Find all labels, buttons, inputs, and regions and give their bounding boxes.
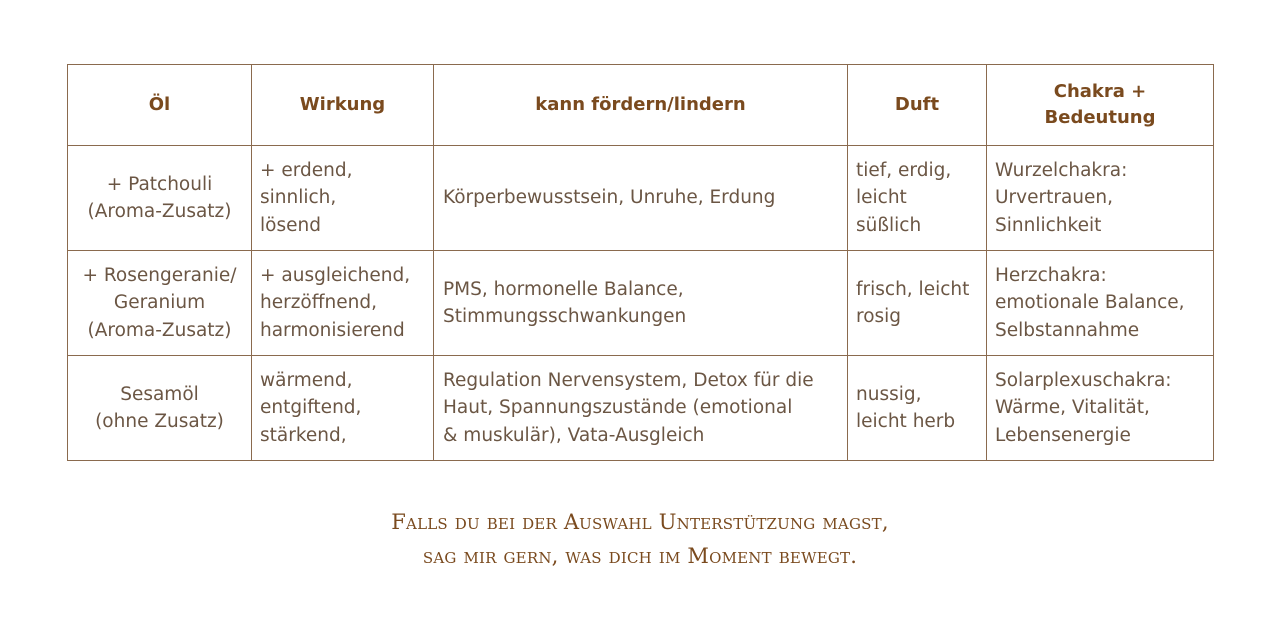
effect-cell: + ausgleichend, herzöffnend, harmonisierend (252, 251, 434, 356)
oil-name-cell: + Patchouli (Aroma-Zusatz) (68, 146, 252, 251)
oil-name-cell: + Rosengeranie/ Geranium (Aroma-Zusatz) (68, 251, 252, 356)
benefits-cell: Regulation Nervensystem, Detox für die Haut, Spannungszustände (emotional & muskulär), Vata-Ausgleich (434, 356, 848, 461)
closing-line-2: sag mir gern, was dich im Moment bewegt. (422, 544, 858, 568)
scent-cell: frisch, leicht rosig (848, 251, 987, 356)
scent-cell: tief, erdig, leicht süßlich (848, 146, 987, 251)
header-benefits: kann fördern/lindern (434, 65, 848, 146)
header-scent: Duft (848, 65, 987, 146)
header-effect: Wirkung (252, 65, 434, 146)
oil-name-cell: Sesamöl (ohne Zusatz) (68, 356, 252, 461)
table-row (68, 251, 1214, 356)
table-row (68, 146, 1214, 251)
table-row (68, 356, 1214, 461)
chakra-cell: Herzchakra: emotionale Balance, Selbstannahme (987, 251, 1214, 356)
header-oil: Öl (68, 65, 252, 146)
header-chakra: Chakra + Bedeutung (987, 65, 1214, 146)
chakra-cell: Solarplexuschakra: Wärme, Vitalität, Lebensenergie (987, 356, 1214, 461)
essential-oil-table (67, 64, 1214, 461)
benefits-cell: Körperbewusstsein, Unruhe, Erdung (434, 146, 848, 251)
closing-line-1: Falls du bei der Auswahl Unterstützung magst, (391, 510, 889, 534)
scent-cell: nussig, leicht herb (848, 356, 987, 461)
closing-message (0, 505, 1280, 573)
benefits-cell: PMS, hormonelle Balance, Stimmungsschwankungen (434, 251, 848, 356)
table-header-row (68, 65, 1214, 146)
effect-cell: wärmend, entgiftend, stärkend, (252, 356, 434, 461)
effect-cell: + erdend, sinnlich, lösend (252, 146, 434, 251)
chakra-cell: Wurzelchakra: Urvertrauen, Sinnlichkeit (987, 146, 1214, 251)
